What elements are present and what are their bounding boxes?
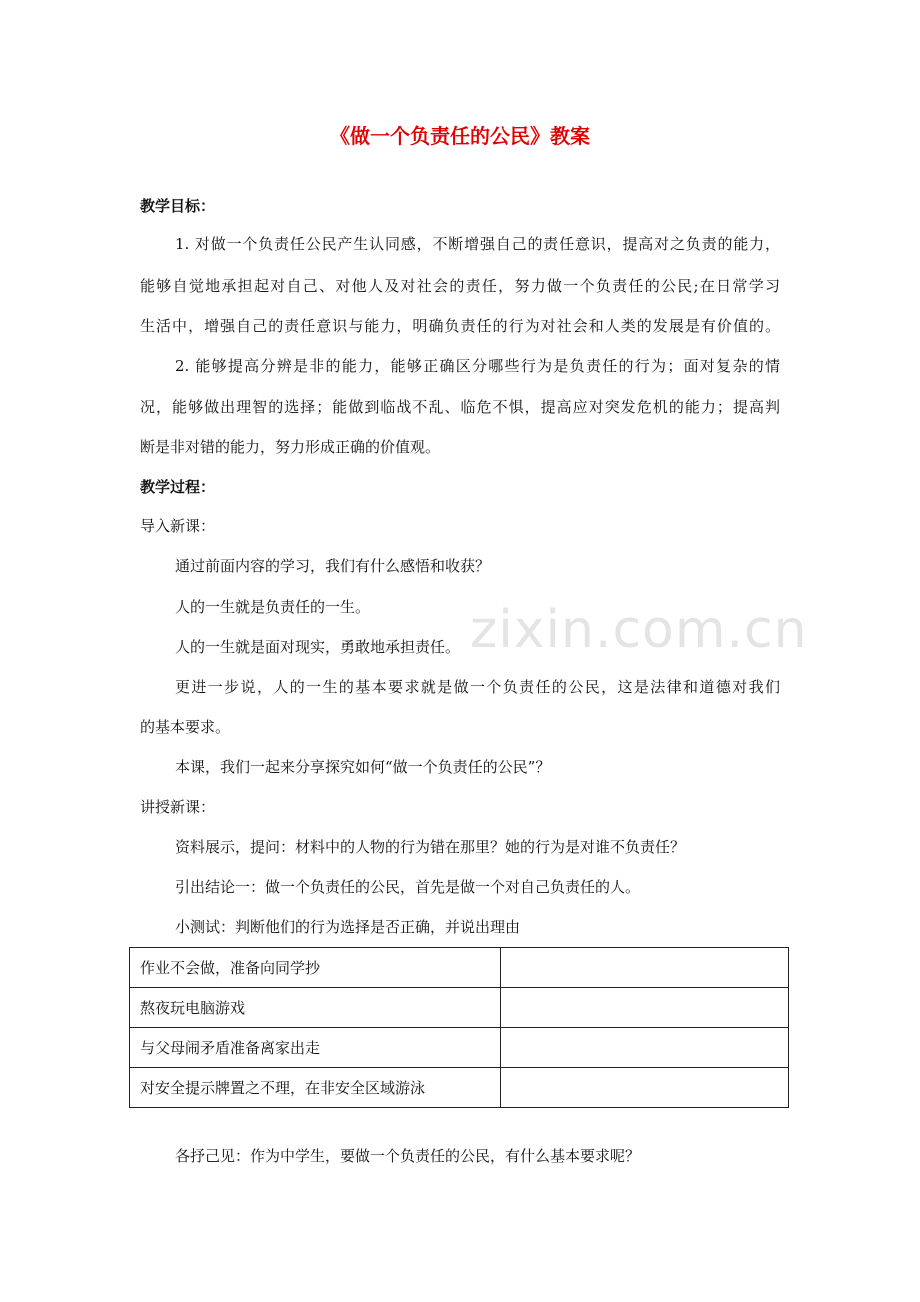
- table-row: [130, 948, 789, 988]
- intro-label: 导入新课：: [140, 517, 216, 535]
- objective-2-line-3: 断是非对错的能力，努力形成正确的价值观。: [140, 438, 441, 456]
- table-cell-answer: [501, 948, 789, 988]
- intro-question: 通过前面内容的学习，我们有什么感悟和收获？: [175, 557, 491, 575]
- document-title: 《做一个负责任的公民》教案: [330, 124, 590, 148]
- intro-paragraph-line-2: 的基本要求。: [140, 718, 231, 736]
- objectives-heading: 教学目标：: [140, 197, 216, 215]
- teach-label: 讲授新课：: [140, 798, 216, 816]
- table-cell-behavior: 与父母闹矛盾准备离家出走: [130, 1028, 501, 1068]
- table-cell-answer: [501, 988, 789, 1028]
- objective-1-line-3: 生活中，增强自己的责任意识与能力，明确负责任的行为对社会和人类的发展是有价值的。: [140, 317, 780, 335]
- quiz-table: [129, 947, 789, 1108]
- intro-answer-1: 人的一生就是负责任的一生。: [175, 598, 371, 616]
- table-row: [130, 1068, 789, 1108]
- table-cell-behavior: 熬夜玩电脑游戏: [130, 988, 501, 1028]
- objective-1-line-1: 1. 对做一个负责任公民产生认同感，不断增强自己的责任意识，提高对之负责的能力，: [175, 235, 780, 253]
- teach-item-2: 引出结论一：做一个负责任的公民，首先是做一个对自己负责任的人。: [175, 878, 641, 896]
- teach-item-3: 小测试：判断他们的行为选择是否正确，并说出理由: [175, 918, 521, 936]
- intro-paragraph-line-1: 更进一步说，人的一生的基本要求就是做一个负责任的公民，这是法律和道德对我们: [175, 678, 780, 696]
- teach-item-1: 资料展示，提问：材料中的人物的行为错在那里？她的行为是对谁不负责任？: [175, 838, 686, 856]
- objective-1-line-2: 能够自觉地承担起对自己、对他人及对社会的责任，努力做一个负责任的公民;在日常学习: [140, 277, 780, 295]
- closing-question: 各抒己见：作为中学生，要做一个负责任的公民，有什么基本要求呢？: [175, 1147, 641, 1165]
- process-heading: 教学过程：: [140, 478, 216, 496]
- table-cell-behavior: 对安全提示牌置之不理，在非安全区域游泳: [130, 1068, 501, 1108]
- intro-paragraph-3: 本课，我们一起来分享探究如何“做一个负责任的公民”？: [175, 758, 551, 776]
- table-cell-answer: [501, 1028, 789, 1068]
- table-cell-behavior: 作业不会做，准备向同学抄: [130, 948, 501, 988]
- table-row: [130, 988, 789, 1028]
- table-row: [130, 1028, 789, 1068]
- objective-2-line-1: 2. 能够提高分辨是非的能力，能够正确区分哪些行为是负责任的行为；面对复杂的情: [175, 357, 780, 375]
- table-cell-answer: [501, 1068, 789, 1108]
- watermark: zixin.com.cn: [470, 600, 808, 660]
- intro-answer-2: 人的一生就是面对现实，勇敢地承担责任。: [175, 638, 461, 656]
- objective-2-line-2: 况，能够做出理智的选择；能做到临战不乱、临危不惧，提高应对突发危机的能力；提高判: [140, 398, 780, 416]
